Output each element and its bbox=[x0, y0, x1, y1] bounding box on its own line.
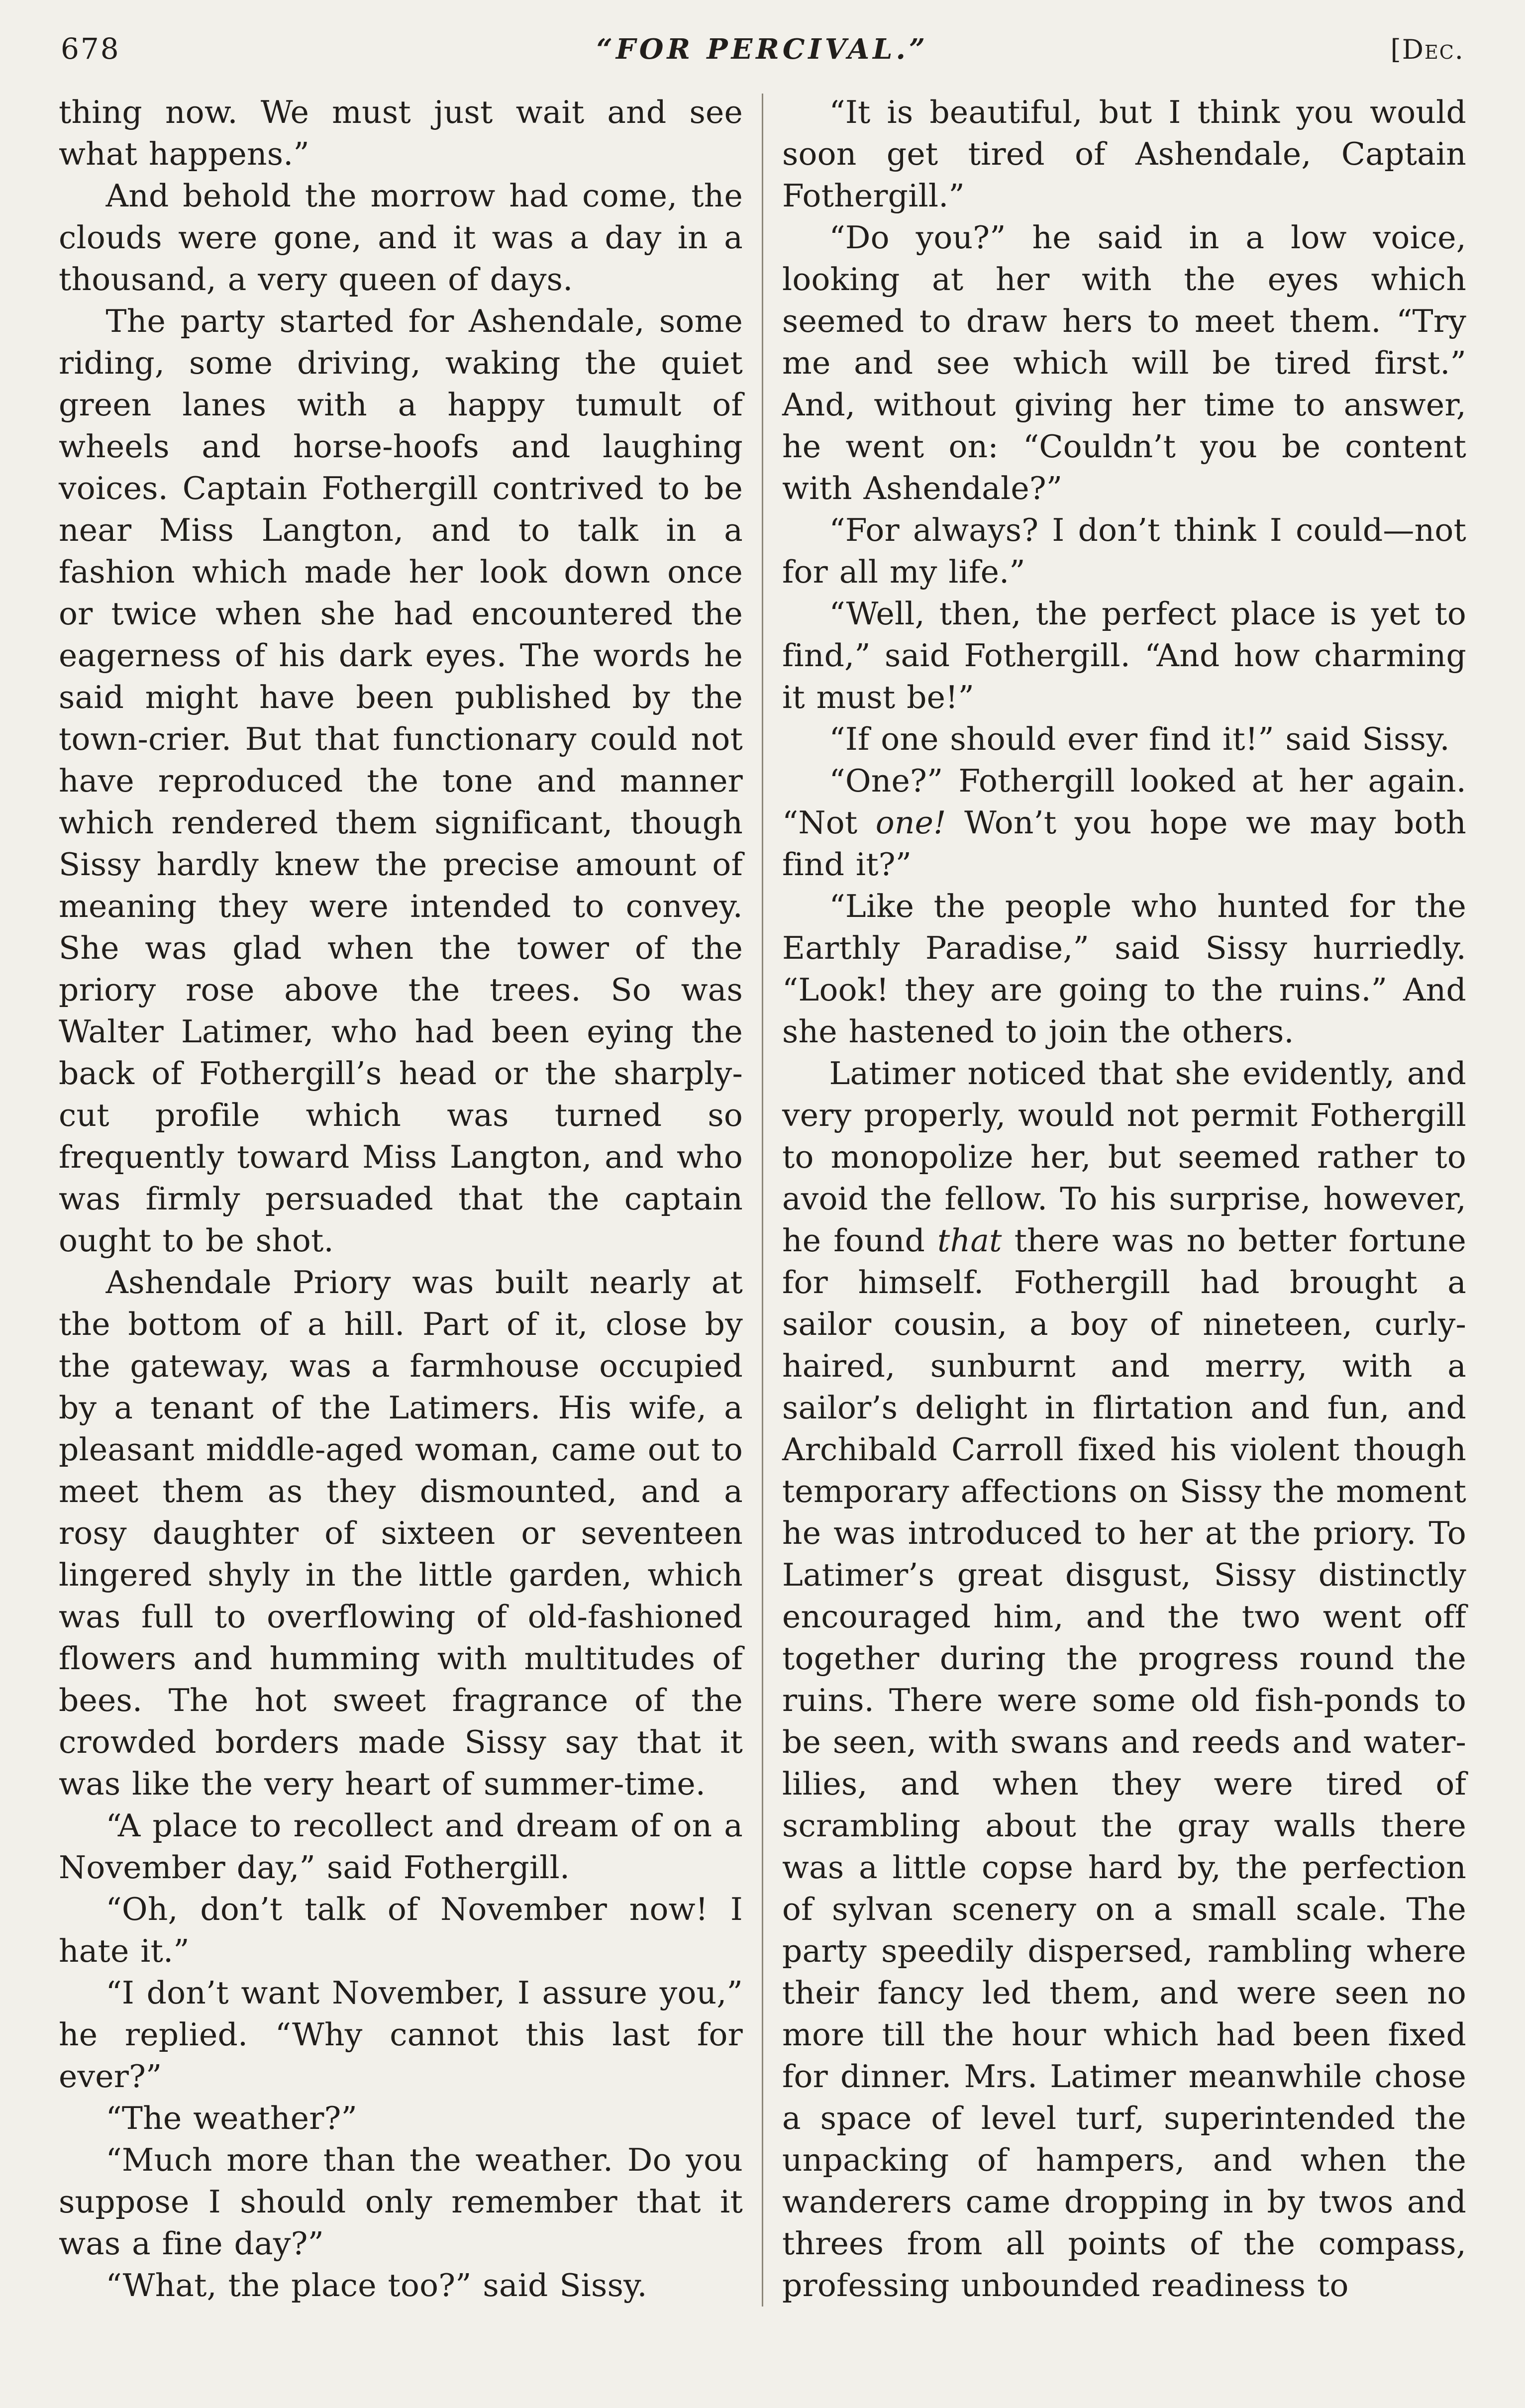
page-number: 678 bbox=[61, 32, 120, 66]
paragraph: “Well, then, the perfect place is yet to find,” said Fothergill. “And how charming it must be!” bbox=[782, 596, 1466, 715]
paragraph: “It is beautiful, but I think you would soon get tired of Ashendale, Captain Fothergill.” bbox=[782, 94, 1466, 214]
issue-date: [Dec. bbox=[1390, 34, 1464, 65]
paragraph: thing now. We must just wait and see what happens.” bbox=[59, 94, 743, 172]
left-column bbox=[59, 92, 743, 2307]
text-columns bbox=[59, 92, 1466, 2307]
running-header bbox=[61, 32, 1464, 66]
paragraph: Latimer noticed that she evidently, and very properly, would not permit Fothergill to monopolize her, but seemed rather to avoid the fellow. To his surprise, however, he found that there was no better fortune for himself. Fothergill had brought a sailor cousin, a boy of nineteen, curly-haired, sunburnt and merry, with a sailor’s delight in flirtation and fun, and Archibald Carroll fixed his violent though temporary affections on Sissy the moment he was introduced to her at the priory. To Latimer’s great disgust, Sissy distinctly encouraged him, and the two went off together during the progress round the ruins. There were some old fish-ponds to be seen, with swans and reeds and water-lilies, and when they were tired of scrambling about the gray walls there was a little copse hard by, the perfection of sylvan scenery on a small scale. The party speedily dispersed, rambling where their fancy led them, and were seen no more till the hour which had been fixed for dinner. Mrs. Latimer meanwhile chose a space of level turf, superintended the unpacking of hampers, and when the wanderers came dropping in by twos and threes from all points of the compass, professing unbounded readiness to bbox=[782, 1055, 1466, 2304]
paragraph: “I don’t want November, I assure you,” he replied. “Why cannot this last for ever?” bbox=[59, 1975, 743, 2095]
right-column bbox=[782, 92, 1466, 2307]
paragraph: “A place to recollect and dream of on a November day,” said Fothergill. bbox=[59, 1807, 743, 1886]
column-divider bbox=[762, 94, 763, 2307]
paragraph: “Much more than the weather. Do you suppose I should only remember that it was a fine day?” bbox=[59, 2142, 743, 2262]
running-title: “FOR PERCIVAL.” bbox=[596, 33, 929, 66]
paragraph: “The weather?” bbox=[105, 2100, 357, 2136]
paragraph: Ashendale Priory was built nearly at the bottom of a hill. Part of it, close by the gateway, was a farmhouse occupied by a tenant of the Latimers. His wife, a pleasant middle-aged woman, came out to meet them as they dismounted, and a rosy daughter of sixteen or seventeen lingered shyly in the little garden, which was full to overflowing of old-fashioned flowers and humming with multitudes of bees. The hot sweet fragrance of the crowded borders made Sissy say that it was like the very heart of summer-time. bbox=[59, 1264, 743, 1802]
paragraph: And behold the morrow had come, the clouds were gone, and it was a day in a thousand, a very queen of days. bbox=[59, 178, 743, 298]
paragraph: “For always? I don’t think I could—not for all my life.” bbox=[782, 512, 1466, 590]
paragraph: The party started for Ashendale, some riding, some driving, waking the quiet green lanes with a happy tumult of wheels and horse-hoofs and laughing voices. Captain Fothergill contrived to be near Miss Langton, and to talk in a fashion which made her look down once or twice when she had encountered the eagerness of his dark eyes. The words he said might have been published by the town-crier. But that functionary could not have reproduced the tone and manner which rendered them significant, though Sissy hardly knew the precise amount of meaning they were intended to convey. She was glad when the tower of the priory rose above the trees. So was Walter Latimer, who had been eying the back of Fothergill’s head or the sharply-cut profile which was turned so frequently toward Miss Langton, and who was firmly persuaded that the captain ought to be shot. bbox=[59, 303, 743, 1259]
paragraph: “One?” Fothergill looked at her again. “Not one! Won’t you hope we may both find it?” bbox=[782, 763, 1467, 883]
paragraph: “What, the place too?” said Sissy. bbox=[105, 2267, 647, 2304]
paragraph: “Oh, don’t talk of November now! I hate it.” bbox=[59, 1891, 743, 1969]
paragraph: “If one should ever find it!” said Sissy. bbox=[829, 721, 1450, 757]
paragraph: “Do you?” he said in a low voice, looking at her with the eyes which seemed to draw hers to meet them. “Try me and see which will be tired first.” And, without giving her time to answer, he went on: “Couldn’t you be content with Ashendale?” bbox=[782, 219, 1466, 506]
paragraph: “Like the people who hunted for the Earthly Paradise,” said Sissy hurriedly. “Look! they are going to the ruins.” And she hastened to join the others. bbox=[782, 888, 1466, 1050]
